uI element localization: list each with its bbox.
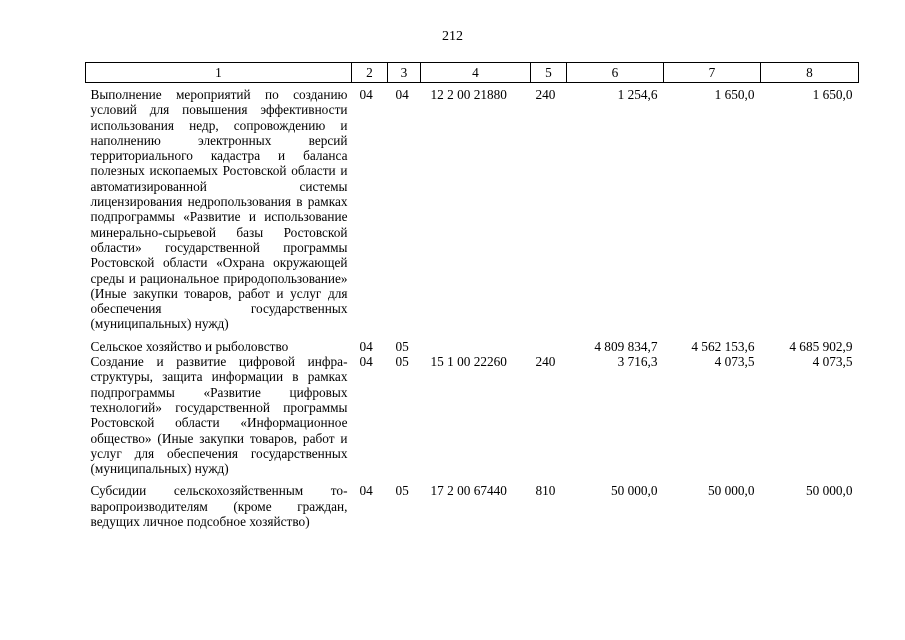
row-value-col7: 1 650,0 (714, 87, 755, 102)
table-row (86, 476, 859, 529)
column-header-7: 7 (664, 63, 761, 83)
row-target-article: 15 1 00 22260 (430, 354, 507, 370)
row-target-article: 17 2 00 67440 (430, 483, 507, 499)
row-name: Сельское хозяйство и рыболовство (90, 338, 289, 354)
column-header-1: 1 (86, 63, 352, 83)
row-value-col8: 4 685 902,9 (789, 338, 853, 354)
row-value-col8: 4 073,5 (812, 354, 853, 370)
budget-table (85, 62, 859, 529)
row-value-col6: 3 716,3 (617, 354, 658, 370)
row-expense-type: 810 (535, 483, 556, 499)
column-header-4: 4 (421, 63, 531, 83)
row-name: Создание и развитие цифровой инфраструктуры, защита информации в рамках подпрограммы «Развитие цифровых технологий» государственной программы Ростовской области «Информационное общество» (Иные закупки товаров, работ и услуг для обеспечения государственных (муниципальных) нужд) (90, 354, 348, 477)
row-name: Выполнение мероприятий по созданию условий для повышения эффективности использования недр, сопровождению и наполнению электронных версий территориального кадастра и баланса полезных ископаемых Ростовской области и автоматизированной системы лицензирования недропользования в рамках подпрограммы «Развитие и использование минерально-сырьевой базы Ростовской области» государственной программы Ростовской области «Охрана окружающей среды и рациональное природопользование» (Иные закупки товаров, работ и услуг для обеспечения государственных (муниципальных) нужд) (90, 87, 348, 332)
row-expense-type: 240 (535, 354, 556, 370)
column-header-3: 3 (388, 63, 421, 83)
column-header-2: 2 (352, 63, 388, 83)
row-expense-type (531, 332, 567, 354)
page-number: 212 (442, 29, 463, 44)
row-target-article: 12 2 00 21880 (430, 87, 507, 102)
row-value-col6: 1 254,6 (617, 87, 658, 102)
row-value-col6: 4 809 834,7 (594, 338, 658, 354)
row-target-article (421, 332, 531, 354)
row-subsection: 05 (395, 354, 409, 370)
table-row (86, 83, 859, 332)
row-subsection: 04 (395, 87, 409, 102)
row-value-col8: 1 650,0 (812, 87, 853, 102)
table-header (86, 63, 859, 83)
row-subsection: 05 (395, 483, 409, 499)
row-value-col7: 4 073,5 (714, 354, 755, 370)
row-value-col7: 50 000,0 (707, 483, 755, 499)
table-row (86, 332, 859, 354)
header-row (86, 63, 859, 83)
row-value-col6: 50 000,0 (610, 483, 658, 499)
row-section: 04 (359, 87, 373, 102)
row-section: 04 (359, 483, 373, 499)
row-subsection: 05 (395, 338, 409, 354)
row-section: 04 (359, 338, 373, 354)
row-value-col8: 50 000,0 (805, 483, 853, 499)
column-header-8: 8 (761, 63, 859, 83)
row-section: 04 (359, 354, 373, 370)
row-name: Субсидии сельскохозяйственным товаропроизводителям (кроме граждан, ведущих личное подсобное хозяйство) (90, 483, 348, 530)
column-header-6: 6 (567, 63, 664, 83)
column-header-5: 5 (531, 63, 567, 83)
table-row (86, 354, 859, 476)
row-expense-type: 240 (535, 87, 556, 102)
row-value-col7: 4 562 153,6 (691, 338, 755, 354)
